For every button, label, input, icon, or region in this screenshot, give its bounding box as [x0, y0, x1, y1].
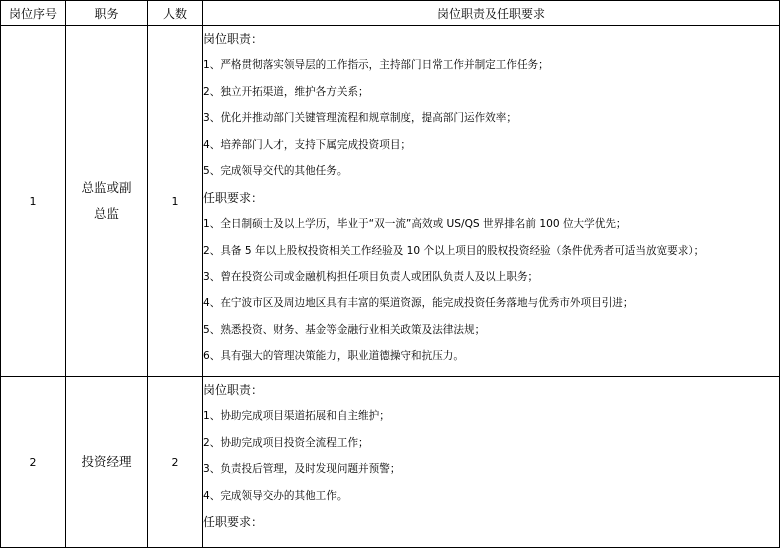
duty-item: 2、协助完成项目投资全流程工作； — [203, 436, 369, 449]
header-seq: 岗位序号 — [1, 1, 66, 26]
duty-item: 5、完成领导交代的其他任务。 — [203, 165, 348, 178]
duty-item: 2、独立开拓渠道，维护各方关系； — [203, 85, 369, 98]
table-row — [1, 26, 780, 377]
duty-item: 3、负责投后管理，及时发现问题并预警； — [203, 463, 401, 476]
row-count: 1 — [148, 26, 203, 377]
requirement-item: 2、具备 5 年以上股权投资相关工作经验及 10 个以上项目的股权投资经验（条件优秀者可适当放宽要求）； — [203, 244, 705, 257]
duty-item: 4、培养部门人才，支持下属完成投资项目； — [203, 138, 412, 151]
duty-item: 3、优化并推动部门关键管理流程和规章制度，提高部门运作效率； — [203, 112, 517, 125]
duty-item: 1、严格贯彻落实领导层的工作指示，主持部门日常工作并制定工作任务； — [203, 59, 549, 72]
row-seq: 2 — [1, 377, 66, 548]
row-title-cell — [66, 26, 148, 377]
requirement-item: 4、在宁波市区及周边地区具有丰富的渠道资源，能完成投资任务落地与优秀市外项目引进； — [203, 297, 634, 310]
table-row — [1, 377, 780, 548]
header-desc: 岗位职责及任职要求 — [203, 1, 780, 26]
requirements-heading: 任职要求： — [203, 515, 264, 530]
duties-heading: 岗位职责： — [203, 32, 264, 46]
row-title: 总监或副总监 — [81, 180, 132, 221]
header-title: 职务 — [66, 1, 148, 26]
requirements-heading: 任职要求： — [203, 190, 264, 205]
row-desc — [203, 377, 780, 548]
row-title: 投资经理 — [66, 377, 148, 548]
duties-heading: 岗位职责： — [203, 383, 264, 397]
requirement-item: 3、曾在投资公司或金融机构担任项目负责人或团队负责人及以上职务； — [203, 270, 539, 283]
table-header-row — [1, 1, 780, 26]
row-count: 2 — [148, 377, 203, 548]
requirement-item: 5、熟悉投资、财务、基金等金融行业相关政策及法律法规； — [203, 323, 486, 336]
requirement-item: 6、具有强大的管理决策能力，职业道德操守和抗压力。 — [203, 350, 464, 363]
requirement-item: 1、全日制硕士及以上学历，毕业于“双一流”高效或 US/QS 世界排名前 100 位大学优先； — [203, 218, 627, 231]
duty-item: 4、完成领导交办的其他工作。 — [203, 489, 348, 502]
row-seq: 1 — [1, 26, 66, 377]
row-desc — [203, 26, 780, 377]
duty-item: 1、协助完成项目渠道拓展和自主维护； — [203, 410, 390, 423]
header-count: 人数 — [148, 1, 203, 26]
